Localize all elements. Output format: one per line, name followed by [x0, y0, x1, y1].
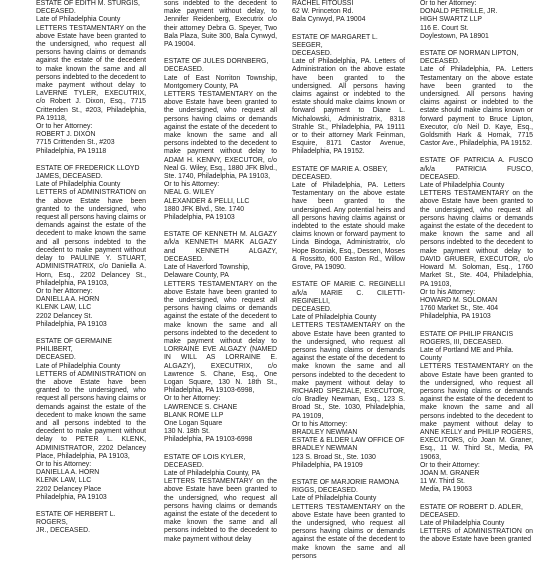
notice-text-line: Philadelphia, PA 19103	[164, 214, 235, 222]
estate-notice	[420, 0, 533, 41]
estate-notice	[164, 231, 277, 444]
notice-text-line: Or to her Attorney:	[36, 123, 93, 131]
notice-heading-line: ESTATE OF MARIE C. REGINELLI a/k/a MARIE C. CILETTI-REGINELLI,	[292, 281, 405, 305]
notice-text-line: LETTERS TESTAMENTARY on the above Estate have been granted to the undersigned, who request all persons having claims or demands against the estate of the decedent to make known the same and all persons indebted to the decedent to make payment without delay	[164, 478, 277, 543]
estate-notice	[164, 454, 277, 544]
notice-text-line: Philadelphia, PA 19103	[36, 320, 107, 328]
estate-notice	[420, 504, 533, 545]
estate-notice	[36, 338, 146, 502]
notice-text-line: LETTERS TESTAMENTARY on the above Estate have been granted to the undersigned, who request all persons having claims or demands against the estate of the decedent to make known the same and all persons indebted to the decedent to make payment without delay to LORRAINE EVE ALGAZY (NAMED IN WILL AS LORRAINE E. ALGAZY), EXECUTRIX, c/o Lawrence S. Chane, Esq., One Logan Square, 130 N. 18th St., Philadelphia, PA 19103-6998,	[164, 280, 277, 395]
notice-text-line: Or to his Attorney:	[420, 288, 476, 296]
notice-heading-line: ESTATE OF JULES DORNBERG,	[164, 58, 269, 66]
notice-text-line: 130 N. 18th St.	[164, 428, 210, 436]
notice-text-line: DONALD PETRILLE, JR.	[420, 8, 498, 16]
notice-text-line: ALEXANDER & PELLI, LLC	[164, 197, 250, 205]
estate-notice	[36, 0, 146, 156]
notice-heading-line: ESTATE OF HERBERT L. ROGERS,	[36, 510, 116, 527]
notice-text-line: Philadelphia, PA 19103	[420, 313, 491, 321]
estate-notice	[292, 281, 405, 470]
notice-text-line: DECEASED.	[164, 66, 204, 74]
notice-text-line: 1760 Market St., Ste. 404	[420, 305, 499, 313]
notice-text-line: Late of Philadelphia County	[36, 362, 121, 370]
notice-text-line: 11 W. Third St.	[420, 478, 465, 486]
notice-text-line: KLENK LAW, LLC	[36, 477, 92, 485]
notice-text-line: DANIELLA A. HORN	[36, 296, 100, 304]
notice-column-2	[164, 0, 277, 543]
notice-heading-line: ESTATE OF FREDERICK LLOYD	[36, 164, 140, 172]
notice-text-line: LETTERS of ADMINISTRATION on the above Estate have been granted	[420, 528, 533, 544]
notice-text-line: DECEASED.	[420, 511, 460, 519]
notice-text-line: Philadelphia, PA 19118	[36, 147, 107, 155]
notice-heading-line: ESTATE OF MARIE A. OSBEY,	[292, 165, 388, 173]
notice-text-line: LETTERS TESTAMENTARY on the above Estate have been granted to the undersigned, who request all persons having claims or demands against the estate of the decedent to make known the same and all persons indebted to the decedent to make payment without delay to ADAM H. KENNY, EXECUTOR, c/o Neal G. Wiley, Esq., 1880 JFK Blvd., Ste. 1740, Philadelphia, PA 19103,	[164, 91, 277, 181]
notice-text-line: DECEASED.	[164, 461, 204, 469]
notice-text-line: 123 S. Broad St., Ste. 1030	[292, 453, 376, 461]
notice-text-line: 2202 Delancey Place	[36, 485, 102, 493]
notice-text-line: DECEASED.	[36, 354, 76, 362]
notice-text-line: Late of Philadelphia County	[420, 182, 505, 190]
notice-text-line: Bala Cynwyd, PA 19004	[292, 16, 366, 24]
notice-text-line: Late of Philadelphia County	[36, 16, 121, 24]
notice-text-line: Or to his Attorney:	[292, 420, 348, 428]
notice-heading-line: ESTATE OF NORMAN LIPTON,	[420, 50, 519, 58]
notice-text-line: HIGH SWARTZ LLP	[420, 16, 483, 24]
notice-heading-line: Or to her Attorney:	[420, 0, 477, 7]
notice-text-line: DECEASED.	[420, 58, 460, 66]
notice-text-line: LETTERS TESTAMENTARY on the above Estate have been granted to the undersigned, who request all persons having claims or demands against the estate of the decedent to make known the same and all persons indebted to the decedent to make payment without delay to DAVID GRUBER, EXECUTOR, c/o Howard M. Soloman, Esq., 1760 Market St., Ste. 404, Philadelphia, PA 19103,	[420, 190, 533, 288]
notice-text-line: DECEASED.	[292, 173, 332, 181]
notice-text-line: LETTERS TESTAMENTARY on the above Estate have been granted to the undersigned, who request all persons having claims or demands against the estate of the decedent to make known the same and all persons indebted to the decedent to make payment without delay to RICHARD SPEZIALE, EXECUTOR, c/o Bradley Newman, Esq., 123 S. Broad St., Ste. 1030, Philadelphia, PA 19109,	[292, 322, 405, 420]
notice-text-line: LETTERS TESTAMENTARY on the above Estate have been granted to the undersigned, who request all persons having claims or demands against the estate of the decedent to make known the same and all persons indebted to the decedent to make payment without delay to ANNE KELLY and PHILIP ROGERS, EXECUTORS, c/o Joan M. Graner, Esq., 11 W. Third St., Media, PA 19063,	[420, 363, 533, 461]
notice-text-line: Late of Philadelphia County	[36, 181, 121, 189]
estate-notice	[420, 50, 533, 148]
estate-notice	[420, 157, 533, 321]
notice-text-line: Late of East Norriton Township, Montgomery County, PA	[164, 74, 277, 90]
notice-text-line: Philadelphia, PA 19103-6998	[164, 436, 253, 444]
notice-text-line: Late of Philadelphia, PA. Letters Testamentary on the above estate have been granted to the undersigned. Any potential heirs and all persons having claims against or indebted to the estate should make claims known or forward payment to Linda Bindoga, Administratrix, c/o Hope Bosniak, Esq., Dessen, Moses & Rossitto, 600 Easton Rd., Willow Grove, PA 19090.	[292, 182, 405, 272]
notice-text-line: DECEASED.	[36, 8, 76, 16]
notice-column-4	[420, 0, 533, 544]
notice-text-line: JOAN M. GRANER	[420, 469, 480, 477]
notice-heading-line: ESTATE OF KENNETH M. ALGAZY a/k/a KENNETH MARK ALGAZY and KENNETH ALGAZY, DECEASED.	[164, 231, 277, 263]
notice-column-3	[292, 0, 405, 560]
notice-text-line: Or to her Attorney:	[36, 287, 93, 295]
notice-text-line: KLENK LAW, LLC	[36, 304, 92, 312]
notice-text-line: ROBERT J. DIXON	[36, 131, 96, 139]
notice-heading-line: sons indebted to the decedent to make payment without delay, to Jennifer Reidenberg, Executrix c/o their attorney Debra G. Speyer, Two Bala Plaza, Suite 300, Bala Cynwyd, PA 19004.	[164, 0, 277, 49]
notice-heading-line: ESTATE OF ROBERT D. ADLER,	[420, 503, 523, 511]
notice-text-line: LETTERS TESTAMENTARY on the above Estate have been granted to the undersigned, who request all persons having claims or demands against the estate of the decedent to make known the same and all persons	[292, 503, 405, 560]
estate-notice	[420, 331, 533, 495]
notice-text-line: LETTERS TESTAMENTARY on the above Estate have been granted to the undersigned, who request all persons having claims or demands against the estate of the decedent to make known the same and all persons indebted to the decedent to make payment without delay to LaVERNE TYLER, EXECUTRIX, c/o Robert J. Dixon, Esq., 7715 Crittenden St., #203, Philadelphia, PA 19118,	[36, 24, 146, 122]
notice-text-line: JR., DECEASED.	[36, 527, 90, 535]
notice-column-1	[36, 0, 146, 535]
notice-text-line: Media, PA 19063	[420, 486, 472, 494]
notice-heading-line: ESTATE OF PATRICIA A. FUSCO a/k/a PATRICIA FUSCO, DECEASED.	[420, 157, 533, 181]
notice-text-line: Philadelphia, PA 19103	[36, 493, 107, 501]
notice-text-line: LETTERS of ADMINISTRATION on the above Estate have been granted to the undersigned, who request all persons having claims or demands against the estate of the decedent to make known the same and all persons indebted to the decedent to make payment without delay to PETER L. KLENK, ADMINISTRATOR, 2202 Delancey Place, Philadelphia, PA 19103,	[36, 370, 146, 460]
estate-notice	[292, 0, 405, 25]
estate-notice	[292, 479, 405, 561]
notice-text-line: Philadelphia, PA 19109	[292, 461, 363, 469]
estate-notice	[292, 166, 405, 273]
notice-text-line: DECEASED.	[292, 50, 332, 58]
notice-text-line: Or to their Attorney:	[420, 461, 480, 469]
notice-text-line: Late of Philadelphia County, PA	[164, 469, 261, 477]
estate-notice	[164, 0, 277, 49]
notice-text-line: Late of Haverford Township, Delaware County, PA	[164, 264, 250, 280]
notice-text-line: ESTATE & ELDER LAW OFFICE OF BRADLEY NEWMAN	[292, 437, 405, 453]
notice-heading-line: ESTATE OF MARJORIE RAMONA RIGGS, DECEASED.	[292, 478, 399, 495]
notice-text-line: Late of Portland ME and Phila. County	[420, 346, 514, 363]
notice-text-line: Late of Philadelphia, PA. Letters Testamentary on the above estate have been granted to the undersigned. All persons having claims against or indebted to the estate should make claims known or forward payment to Bruce Lipton, Executor, c/o Neil D. Kaye, Esq., Goldsmith Hark & Hornak, 7715 Castor Ave., Philadelphia, PA 19152.	[420, 66, 533, 148]
notice-heading-line: ESTATE OF MARGARET L. SEEGER,	[292, 33, 378, 49]
notice-text-line: LAWRENCE S. CHANE	[164, 403, 238, 411]
notice-text-line: 62 W. Princeton Rd.	[292, 8, 354, 16]
notice-text-line: Or to his Attorney:	[164, 181, 220, 189]
notice-text-line: BLANK ROME LLP	[164, 411, 224, 419]
estate-notice	[292, 34, 405, 157]
notice-text-line: Late of Philadelphia, PA. Letters of Administration on the above estate have been granted to the undersigned. All persons having claims against or indebted to the estate should make claims known or forward payment to Diane L. Michalowski, Administratrix, 8318 Strahle St., Philadelphia, PA 19111 or to their attorney Mark Feinman, Esquire, 8171 Castor Avenue, Philadelphia, PA 19152.	[292, 58, 405, 156]
notice-text-line: DECEASED.	[292, 305, 332, 313]
estate-notice	[164, 58, 277, 222]
notice-heading-line: ESTATE OF PHILIP FRANCIS ROGERS, III, DECEASED.	[420, 330, 514, 346]
notice-text-line: 7715 Crittenden St., #203	[36, 139, 115, 147]
notice-text-line: Or to his Attorney:	[36, 460, 92, 468]
notice-text-line: LETTERS of ADMINISTRATION on the above Estate have been granted to the undersigned, who request all persons having claims or demands against the estate of the decedent to make known the same and all persons indebted to the decedent to make payment without delay to PAULINE Y. STUART, ADMINISTRATRIX, c/o Daniella A. Horn, Esq., 2202 Delancey St., Philadelphia, PA 19103,	[36, 189, 146, 287]
notice-text-line: HOWARD M. SOLOMAN	[420, 296, 498, 304]
notice-text-line: BRADLEY NEWMAN	[292, 428, 358, 436]
notice-text-line: Late of Philadelphia County	[292, 495, 377, 503]
notice-text-line: Late of Philadelphia County	[420, 519, 505, 527]
notice-heading-line: ESTATE OF EDITH M. STURGIS,	[36, 0, 140, 7]
notice-text-line: 1880 JFK Blvd., Ste. 1740	[164, 205, 245, 213]
notice-text-line: NEAL G. WILEY	[164, 189, 215, 197]
notice-heading-line: ESTATE OF LOIS KYLER,	[164, 453, 246, 461]
notice-heading-line: ESTATE OF GERMAINE PHILIBERT,	[36, 337, 112, 354]
notice-text-line: 2202 Delancey St.	[36, 312, 93, 320]
notice-text-line: 116 E. Court St.	[420, 24, 469, 32]
notice-text-line: DANIELLA A. HORN	[36, 469, 100, 477]
estate-notice	[36, 511, 146, 536]
notice-text-line: Late of Philadelphia County	[292, 314, 377, 322]
notice-text-line: JAMES, DECEASED.	[36, 173, 103, 181]
estate-notice	[36, 165, 146, 329]
notice-text-line: One Logan Square	[164, 419, 223, 427]
notice-text-line: Doylestown, PA 18901	[420, 32, 489, 40]
notice-text-line: Or to her Attorney:	[164, 395, 221, 403]
notice-heading-line: RACHEL FITOUSSI	[292, 0, 354, 7]
